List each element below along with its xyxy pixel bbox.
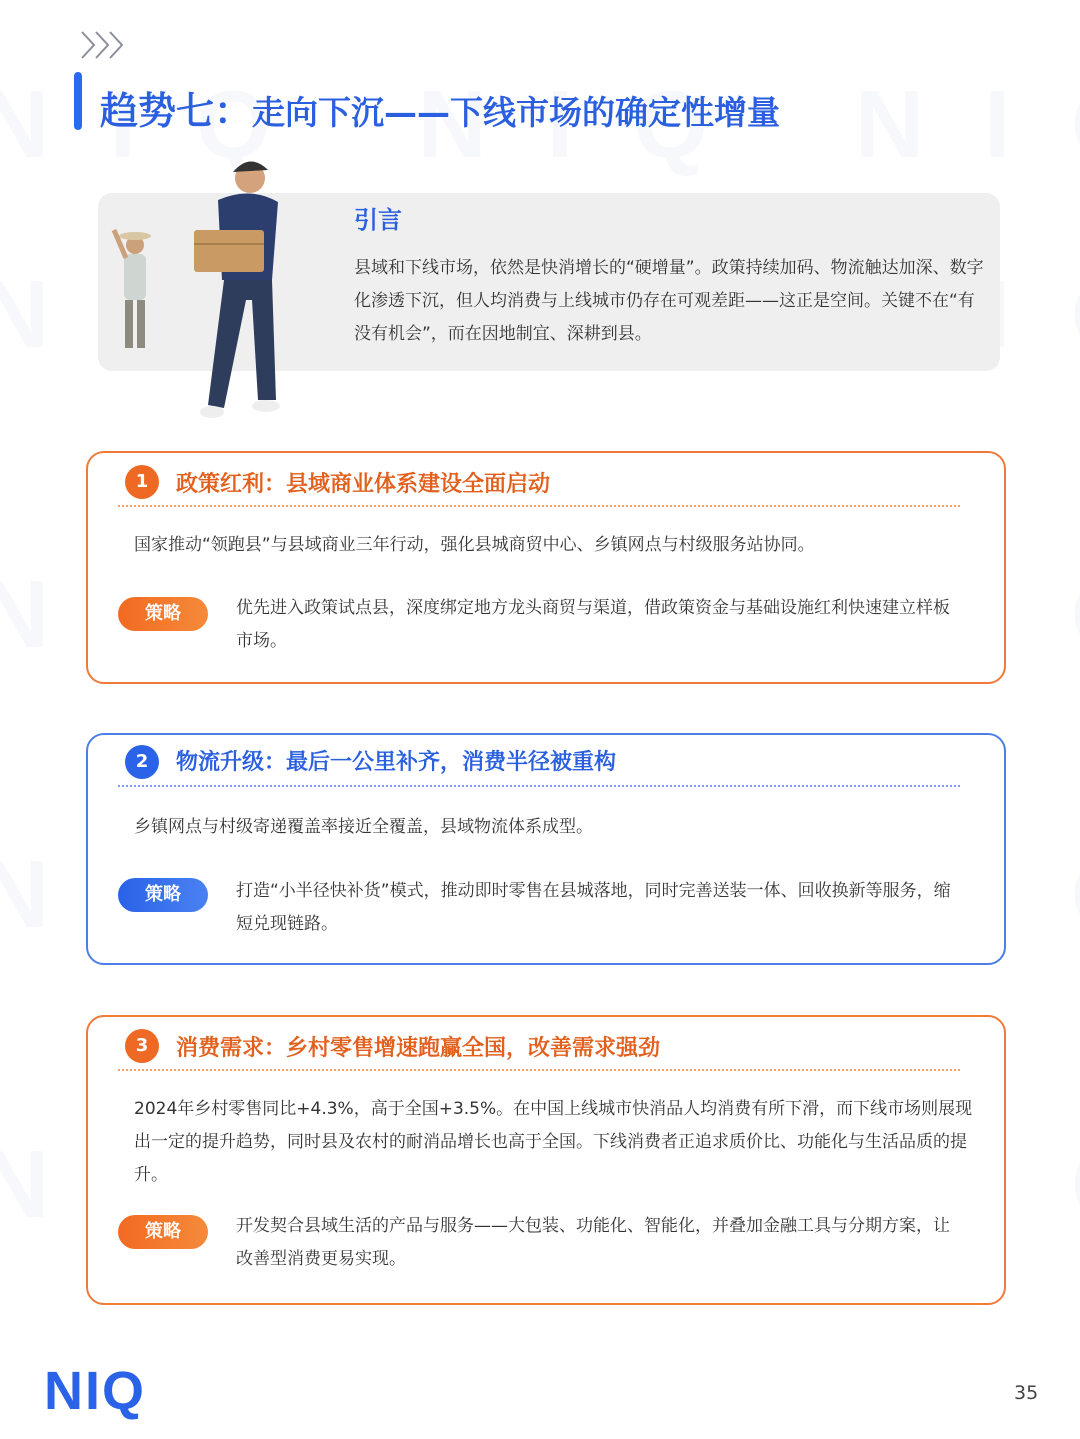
dotted-divider	[118, 785, 960, 787]
niq-logo: NIQ	[44, 1361, 147, 1421]
trend-card-policy	[86, 451, 1006, 684]
title-prefix: 趋势七：	[100, 89, 253, 133]
dotted-divider	[118, 1069, 960, 1071]
card-number-badge: 1	[125, 465, 159, 499]
people-illustration	[100, 150, 300, 440]
card-description: 国家推动“领跑县”与县域商业三年行动，强化县城商贸中心、乡镇网点与村级服务站协同。	[134, 535, 815, 555]
card-title: 消费需求：乡村零售增速跑赢全国，改善需求强劲	[176, 1036, 661, 1061]
card-title: 物流升级：最后一公里补齐，消费半径被重构	[176, 750, 617, 775]
card-title: 政策红利：县域商业体系建设全面启动	[176, 472, 551, 497]
page-number: 35	[1014, 1382, 1039, 1404]
strategy-badge: 策略	[118, 597, 208, 631]
card-description: 乡镇网点与村级寄递覆盖率接近全覆盖，县域物流体系成型。	[134, 817, 593, 837]
intro-title: 引言	[354, 206, 402, 234]
strategy-text: 开发契合县域生活的产品与服务——大包装、功能化、智能化，并叠加金融工具与分期方案，让改善型消费更易实现。	[236, 1216, 950, 1269]
title-accent-bar	[74, 72, 82, 130]
trend-card-demand	[86, 1015, 1006, 1305]
strategy-text: 优先进入政策试点县，深度绑定地方龙头商贸与渠道，借政策资金与基础设施红利快速建立样板市场。	[236, 598, 950, 651]
strategy-badge: 策略	[118, 1215, 208, 1249]
dotted-divider	[118, 505, 960, 507]
page-title	[100, 80, 780, 135]
card-description: 2024年乡村零售同比+4.3%，高于全国+3.5%。在中国上线城市快消品人均消费有所下滑，而下线市场则展现出一定的提升趋势，同时县及农村的耐消品增长也高于全国。下线消费者正追求质价比、功能化与生活品质的提升。	[134, 1099, 973, 1185]
trend-card-logistics	[86, 733, 1006, 965]
card-number-badge: 3	[125, 1029, 159, 1063]
person-waving-icon	[114, 230, 151, 348]
intro-text: 县域和下线市场，依然是快消增长的“硬增量”。政策持续加码、物流触达加深、数字化渗透下沉，但人均消费与上线城市仍存在可观差距——这正是空间。关键不在“有没有机会”，而在因地制宜、深耕到县。	[354, 258, 984, 344]
chevrons-right-icon	[78, 28, 130, 62]
strategy-text: 打造“小半径快补货”模式，推动即时零售在县城落地，同时完善送装一体、回收换新等服务，缩短兑现链路。	[236, 881, 951, 934]
title-main: 走向下沉——下线市场的确定性增量	[252, 93, 781, 132]
card-number-badge: 2	[125, 745, 159, 779]
delivery-person-icon	[194, 161, 280, 418]
strategy-badge: 策略	[118, 878, 208, 912]
